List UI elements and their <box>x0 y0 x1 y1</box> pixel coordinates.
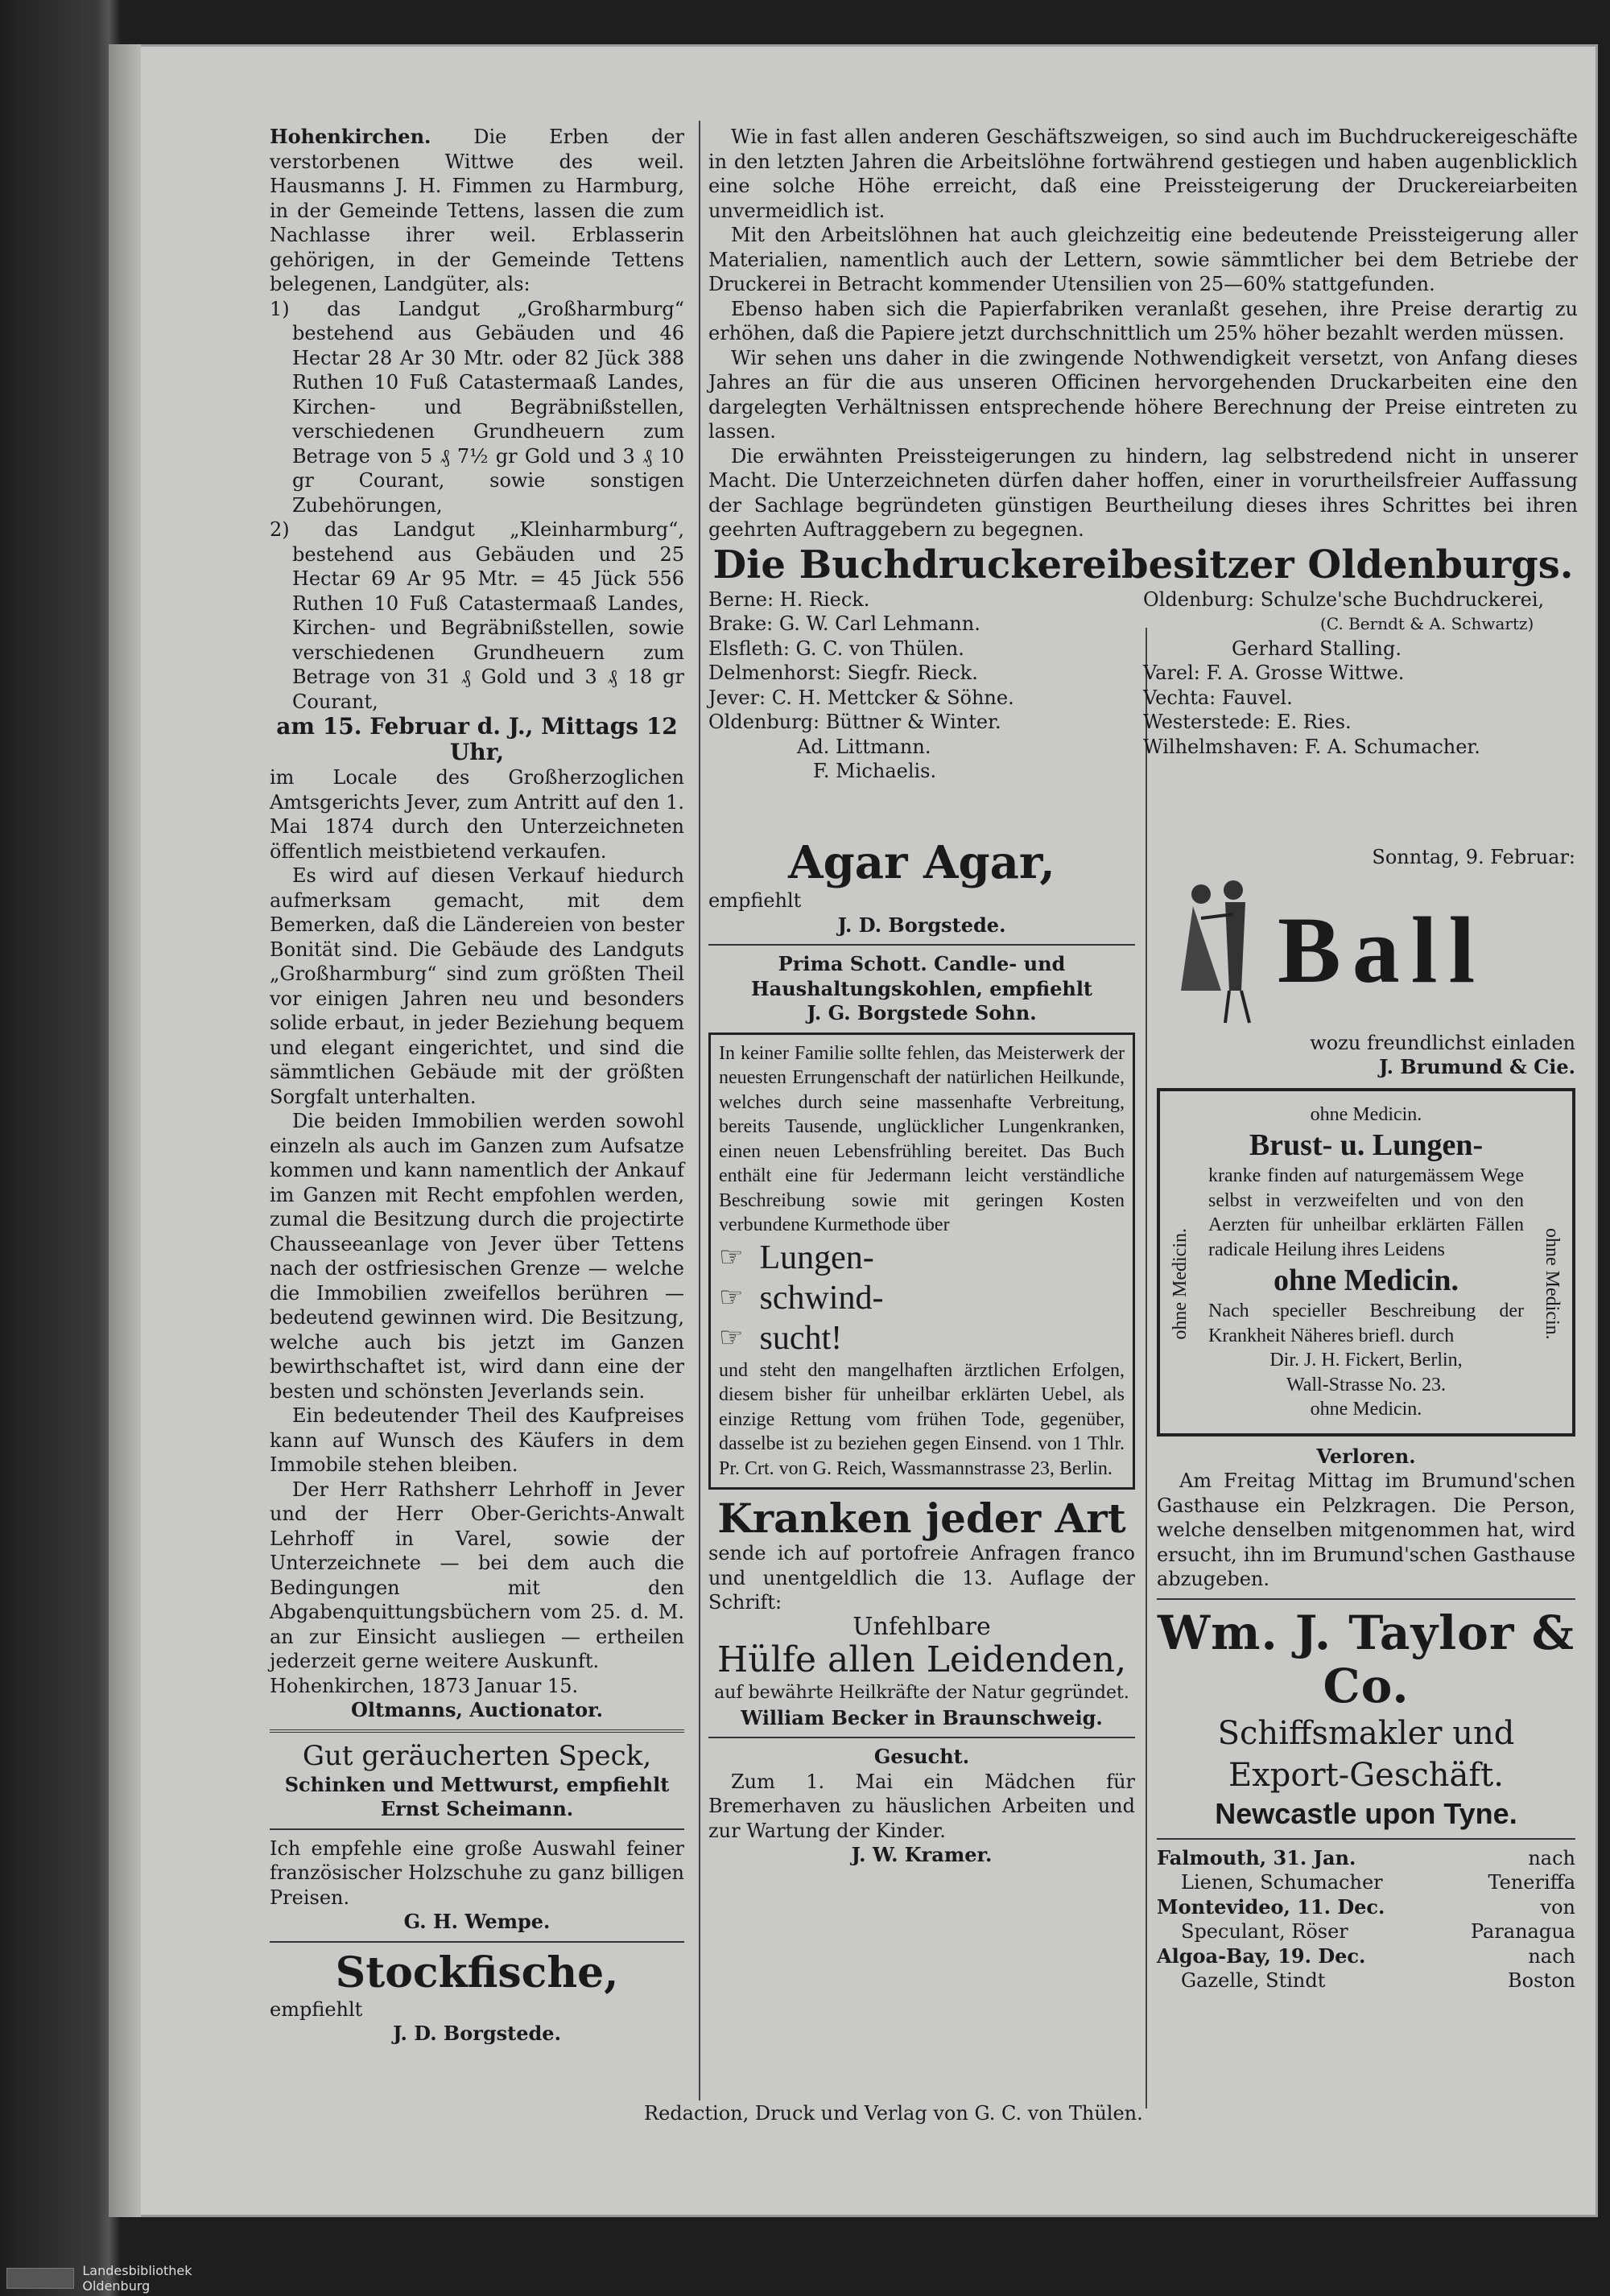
hand-row <box>719 1278 1125 1318</box>
medicin-sender: Dir. J. H. Fickert, Berlin, <box>1269 1350 1463 1371</box>
ship-port: Montevideo, 11. Dec. <box>1157 1894 1385 1919</box>
column-2-ads <box>708 837 1135 1868</box>
printers-title: Die Buchdruckereibesitzer Oldenburgs. <box>712 542 1574 587</box>
gesucht-text: Zum 1. Mai ein Mädchen für Bremerhaven zu häuslichen Arbeiten und zur Wartung der Kinder. <box>708 1770 1135 1842</box>
ball-ad <box>1157 870 1575 1031</box>
ship-dir: nach <box>1528 1944 1575 1968</box>
ship-dest: Teneriffa <box>1488 1871 1575 1894</box>
column-rule <box>1146 628 1147 2108</box>
verloren-title: Verloren. <box>1316 1444 1416 1468</box>
box-hand-text: Lungen- <box>759 1239 874 1276</box>
paragraph: Ebenso haben sich die Papierfabriken veranlaßt gesehen, ihre Preise derartig zu erhöhen, daß die Papiere jetzt durchschnittlich um 25% höher bezahlt werden müssen. <box>708 297 1578 344</box>
kranken-text: sende ich auf portofreie Anfragen franco und unentgeldlich die 13. Auflage der Schrift: <box>708 1542 1135 1614</box>
divider <box>270 1729 684 1733</box>
lungen-ad-box <box>708 1033 1135 1490</box>
gesucht-seller: J. W. Kramer. <box>851 1843 993 1866</box>
ball-invite: wozu freundlichst einladen <box>1310 1031 1575 1054</box>
medicin-addr: Wall-Strasse No. 23. <box>1286 1374 1447 1395</box>
stock-seller: J. D. Borgstede. <box>393 2022 561 2045</box>
taylor-sub: Export-Geschäft. <box>1228 1756 1504 1794</box>
agar-title: Agar Agar, <box>788 836 1055 889</box>
box-hand-text: sucht! <box>759 1319 843 1357</box>
paragraph: Mit den Arbeitslöhnen hat auch gleichzeitig eine bedeutende Preissteigerung aller Materialien, namentlich auch der Lettern, sowie sämmtlicher bei dem Betriebe der Druckerei in Betracht kommender Utensilien von 25—60% stattgefunden. <box>708 224 1578 295</box>
printers-right <box>1143 587 1562 784</box>
medicin-side-left: ohne Medicin. <box>1170 1227 1191 1340</box>
divider <box>270 1828 684 1830</box>
paragraph: Die beiden Immobilien werden sowohl einzeln als auch im Ganzen zum Aufsatze kommen und kann namentlich der Ankauf im Ganzen mit Recht empfohlen werden, zumal die Besitzung durch die projectirte Chausseeanlage von Jever über Tettens nach der ostfriesischen Grenze — welche die Immobilien zweifellos berühren — bedeutend gewinnen wird. Die Besitzung, welche auch bis jetzt im Ganzen bewirthschaftet ist, wird dann eine der besten und schönsten Jeverlands sein. <box>270 1110 684 1403</box>
medicin-top: ohne Medicin. <box>1310 1103 1422 1125</box>
place-date: Hohenkirchen, 1873 Januar 15. <box>270 1674 579 1697</box>
ship-row <box>1157 1944 1575 1969</box>
speck-line: Schinken und Mettwurst, empfiehlt <box>284 1772 670 1796</box>
paragraph: Der Herr Rathsherr Lehrhoff in Jever und der Herr Ober-Gerichts-Anwalt Lehrhoff in Varel, sowie der Unterzeichnete — bei dem auch die Bedingungen mit den Abgabenquittungsbüchern vom 25. d. M. an zur Einsicht ausliegen — ertheilen jederzeit gerne weitere Auskunft. <box>270 1478 684 1672</box>
divider <box>1157 1598 1575 1600</box>
agar-seller: J. D. Borgstede. <box>837 913 1006 937</box>
ship-list <box>1157 1846 1575 1993</box>
printer-entry: Jever: C. H. Mettcker & Söhne. <box>708 686 1014 709</box>
ship-name: Lienen, Schumacher <box>1181 1871 1383 1894</box>
printer-entry: Wilhelmshaven: F. A. Schumacher. <box>1143 735 1480 758</box>
kohle-seller: J. G. Borgstede Sohn. <box>807 1001 1037 1024</box>
kranken-big: Hülfe allen Leidenden, <box>716 1639 1127 1680</box>
printer-entry: Westerstede: E. Ries. <box>1143 711 1352 733</box>
divider <box>708 1737 1135 1738</box>
stock-title: Stockfische, <box>335 1948 619 1997</box>
estate-item-1: 1) das Landgut „Großharmburg“ bestehend aus Gebäuden und 46 Hectar 28 Ar 30 Mtr. oder 82 Jück 388 Ruthen 10 Fuß Catastermaaß Landes, Kirchen- und Begräbnißstellen, verschiedenen Grundheuern zum Betrage von 5 ₰ 7½ gr Gold und 3 ₰ 10 gr Courant, sowie sonstigen Zubehörungen, <box>270 297 684 517</box>
medicin-bottom: ohne Medicin. <box>1310 1399 1422 1420</box>
kranken-text: auf bewährte Heilkräfte der Natur gegründet. <box>714 1683 1129 1703</box>
library-building-icon <box>6 2268 74 2289</box>
printer-entry: (C. Berndt & A. Schwartz) <box>1320 614 1534 633</box>
medicin-side-right: ohne Medicin. <box>1542 1227 1563 1340</box>
speck-seller: Ernst Scheimann. <box>380 1797 574 1820</box>
holz-seller: G. H. Wempe. <box>403 1910 551 1933</box>
box-text: In keiner Familie sollte fehlen, das Meisterwerk der neuesten Errungenschaft der natürlichen Heilkunde, welches durch seine massenhafte Verbreitung, bereits Tausende, unglücklicher Lungenkranken, einen neuen Lebensfrühling bereitet. Das Buch enthält eine für Jedermann leicht verständliche Beschreibung sowie mit geringen Kosten verbundene Kurmethode über <box>719 1042 1125 1235</box>
ball-host: J. Brumund & Cie. <box>1379 1055 1575 1078</box>
ball-title: Ball <box>1278 897 1487 1003</box>
library-name: Landesbibliothek Oldenburg <box>82 2263 192 2294</box>
ship-port: Algoa-Bay, 19. Dec. <box>1157 1944 1366 1968</box>
pointing-hand-icon: ☞ <box>719 1282 744 1313</box>
library-footer <box>6 2263 216 2294</box>
pointing-hand-icon: ☞ <box>719 1322 744 1353</box>
column-rule <box>699 121 700 2100</box>
notice-heading: Hohenkirchen. <box>270 125 431 148</box>
page-edge <box>109 44 141 2217</box>
column-3 <box>1157 845 1575 1993</box>
ship-port: Falmouth, 31. Jan. <box>1157 1845 1356 1869</box>
column-1 <box>270 125 684 2047</box>
ship-dest: Boston <box>1508 1969 1575 1992</box>
box-hand-text: schwind- <box>759 1279 884 1317</box>
taylor-sub: Schiffsmakler und <box>1217 1714 1515 1752</box>
paragraph: Wir sehen uns daher in die zwingende Nothwendigkeit versetzt, von Anfang dieses Jahres an für die aus unseren Officinen hervorgehenden Druckarbeiten eine den dargelegten Verhältnissen entsprechende höhere Berechnung der Preise eintreten zu lassen. <box>708 346 1578 443</box>
taylor-city: Newcastle upon Tyne. <box>1215 1796 1517 1830</box>
printer-entry: Brake: G. W. Carl Lehmann. <box>708 612 980 635</box>
imprint: Redaction, Druck und Verlag von G. C. von Thülen. <box>644 2102 1143 2125</box>
ball-date: Sonntag, 9. Februar: <box>1372 846 1575 868</box>
printer-entry: Delmenhorst: Siegfr. Rieck. <box>708 662 978 684</box>
sale-text: im Locale des Großherzoglichen Amtsgerichts Jever, zum Antritt auf den 1. Mai 1874 durch den Unterzeichneten öffentlich meistbietend verkaufen. <box>270 766 684 863</box>
ship-name: Gazelle, Stindt <box>1181 1969 1326 1992</box>
printers-notice <box>708 125 1578 784</box>
divider <box>1157 1838 1575 1840</box>
divider <box>270 1941 684 1943</box>
paragraph: Die erwähnten Preissteigerungen zu hindern, lag selbstredend nicht in unserer Macht. Die Unterzeichneten dürfen daher hoffen, einer in vorurtheilsfreier Auffassung der Sachlage begründeten günstigen Beurtheilung dieses ihres Schrittes bei ihren geehrten Auftraggebern zu begegnen. <box>708 444 1578 541</box>
estate-item-2: 2) das Landgut „Kleinharmburg“, bestehend aus Gebäuden und 25 Hectar 69 Ar 95 Mtr. = 45 Jück 556 Ruthen 10 Fuß Catastermaaß Landes, Kirchen- und Begräbnißstellen, sowie verschiedenen Grundheuern zum Betrage von 31 ₰ Gold und 3 ₰ 18 gr Courant, <box>270 518 684 713</box>
paragraph: Wie in fast allen anderen Geschäftszweigen, so sind auch im Buchdruckereigeschäfte in den letzten Jahren die Arbeitslöhne fortwährend gestiegen und haben augenblicklich eine solche Höhe erreicht, daß eine Preissteigerung der Druckereiarbeiten unvermeidlich ist. <box>708 126 1578 222</box>
ship-row <box>1157 1919 1575 1944</box>
kohle-line: Prima Schott. Candle- und <box>778 952 1066 975</box>
printer-entry: F. Michaelis. <box>813 760 937 782</box>
gesucht-title: Gesucht. <box>873 1745 970 1768</box>
ship-name: Speculant, Röser <box>1181 1920 1348 1943</box>
kohle-line: Haushaltungskohlen, empfiehlt <box>750 976 1093 1000</box>
printer-entry: Elsfleth: G. C. von Thülen. <box>708 637 964 660</box>
paragraph: Es wird auf diesen Verkauf hiedurch aufmerksam gemacht, mit dem Bemerken, daß die Ländereien von bester Bonität sind. Die Gebäude des Landguts „Großharmburg“ sind zum größten Theil vor einigen Jahren neu und besonders solide erbaut, in jeder Beziehung bequem und elegant eingerichtet, und sind die sämmtlichen Gebäude mit der größten Sorgfalt unterhalten. <box>270 864 684 1108</box>
medicin-big: ohne Medicin. <box>1273 1263 1459 1297</box>
printer-entry: Berne: H. Rieck. <box>708 587 870 611</box>
printer-entry: Ad. Littmann. <box>797 735 931 758</box>
medicin-title: Brust- u. Lungen- <box>1249 1128 1484 1162</box>
box-text: und steht den mangelhaften ärztlichen Erfolgen, diesem bisher für unheilbar erklärten Uebel, als einzige Rettung vom frühen Tode, gegenüber, dasselbe ist zu beziehen gegen Einsend. von 1 Thlr. Pr. Crt. von G. Reich, Wassmannstrasse 23, Berlin. <box>719 1359 1125 1479</box>
ship-dir: nach <box>1528 1846 1575 1869</box>
ship-row <box>1157 1846 1575 1871</box>
printer-entry: Oldenburg: Büttner & Winter. <box>708 711 1001 733</box>
paragraph: Ein bedeutender Theil des Kaufpreises kann auf Wunsch des Käufers in dem Immobile stehen bleiben. <box>270 1404 684 1476</box>
kranken-sub: Unfehlbare <box>852 1612 991 1641</box>
ship-row <box>1157 1968 1575 1993</box>
ship-dest: Paranagua <box>1470 1920 1575 1943</box>
printer-entry: Oldenburg: Schulze'sche Buchdruckerei, <box>1143 587 1545 611</box>
printers-left <box>708 587 1143 784</box>
kranken-seller: William Becker in Braunschweig. <box>741 1705 1103 1729</box>
dancing-couple-icon <box>1157 870 1278 1031</box>
divider <box>708 944 1135 946</box>
ship-dir: von <box>1540 1895 1575 1919</box>
medicin-text: Nach specieller Beschreibung der Krankheit Näheres briefl. durch <box>1208 1301 1524 1346</box>
notice-intro: Die Erben der verstorbenen Wittwe des weil. Hausmanns J. H. Fimmen zu Harmburg, in der Gemeinde Tettens, lassen die zum Nachlasse ihrer weil. Erblasserin gehörigen, in der Gemeinde Tettens belegenen, Landgüter, als: <box>270 126 684 295</box>
stock-empfiehlt: empfiehlt <box>270 1997 363 2021</box>
printers-list <box>708 587 1578 784</box>
holz-text: Ich empfehle eine große Auswahl feiner französischer Holzschuhe zu ganz billigen Preisen. <box>270 1836 684 1909</box>
ship-row <box>1157 1895 1575 1920</box>
ship-row <box>1157 1870 1575 1895</box>
hohenkirchen-notice <box>270 125 684 297</box>
taylor-title: Wm. J. Taylor & Co. <box>1158 1605 1575 1713</box>
printer-entry: Varel: F. A. Grosse Wittwe. <box>1143 662 1405 684</box>
hand-row <box>719 1318 1125 1358</box>
printer-entry: Vechta: Fauvel. <box>1143 686 1293 709</box>
verloren-text: Am Freitag Mittag im Brumund'schen Gasthause ein Pelzkragen. Die Person, welche denselben mitgenommen hat, wird ersucht, ihn im Brumund'schen Gasthause abzugeben. <box>1157 1470 1575 1590</box>
signature: Oltmanns, Auctionator. <box>351 1698 603 1721</box>
medicin-ad-box <box>1157 1088 1575 1437</box>
printer-entry: Gerhard Stalling. <box>1232 637 1402 660</box>
agar-empfiehlt: empfiehlt <box>708 889 802 912</box>
medicin-text: kranke finden auf naturgemässem Wege selbst in verzweifelten und von den Aerzten für unheilbar erklärten Fällen radicale Heilung ihres Leidens <box>1208 1165 1524 1260</box>
pointing-hand-icon: ☞ <box>719 1242 744 1272</box>
speck-title: Gut geräucherten Speck, <box>302 1739 652 1772</box>
hand-row <box>719 1238 1125 1278</box>
kranken-title: Kranken jeder Art <box>717 1494 1126 1542</box>
auction-date: am 15. Februar d. J., Mittags 12 Uhr, <box>276 713 678 765</box>
